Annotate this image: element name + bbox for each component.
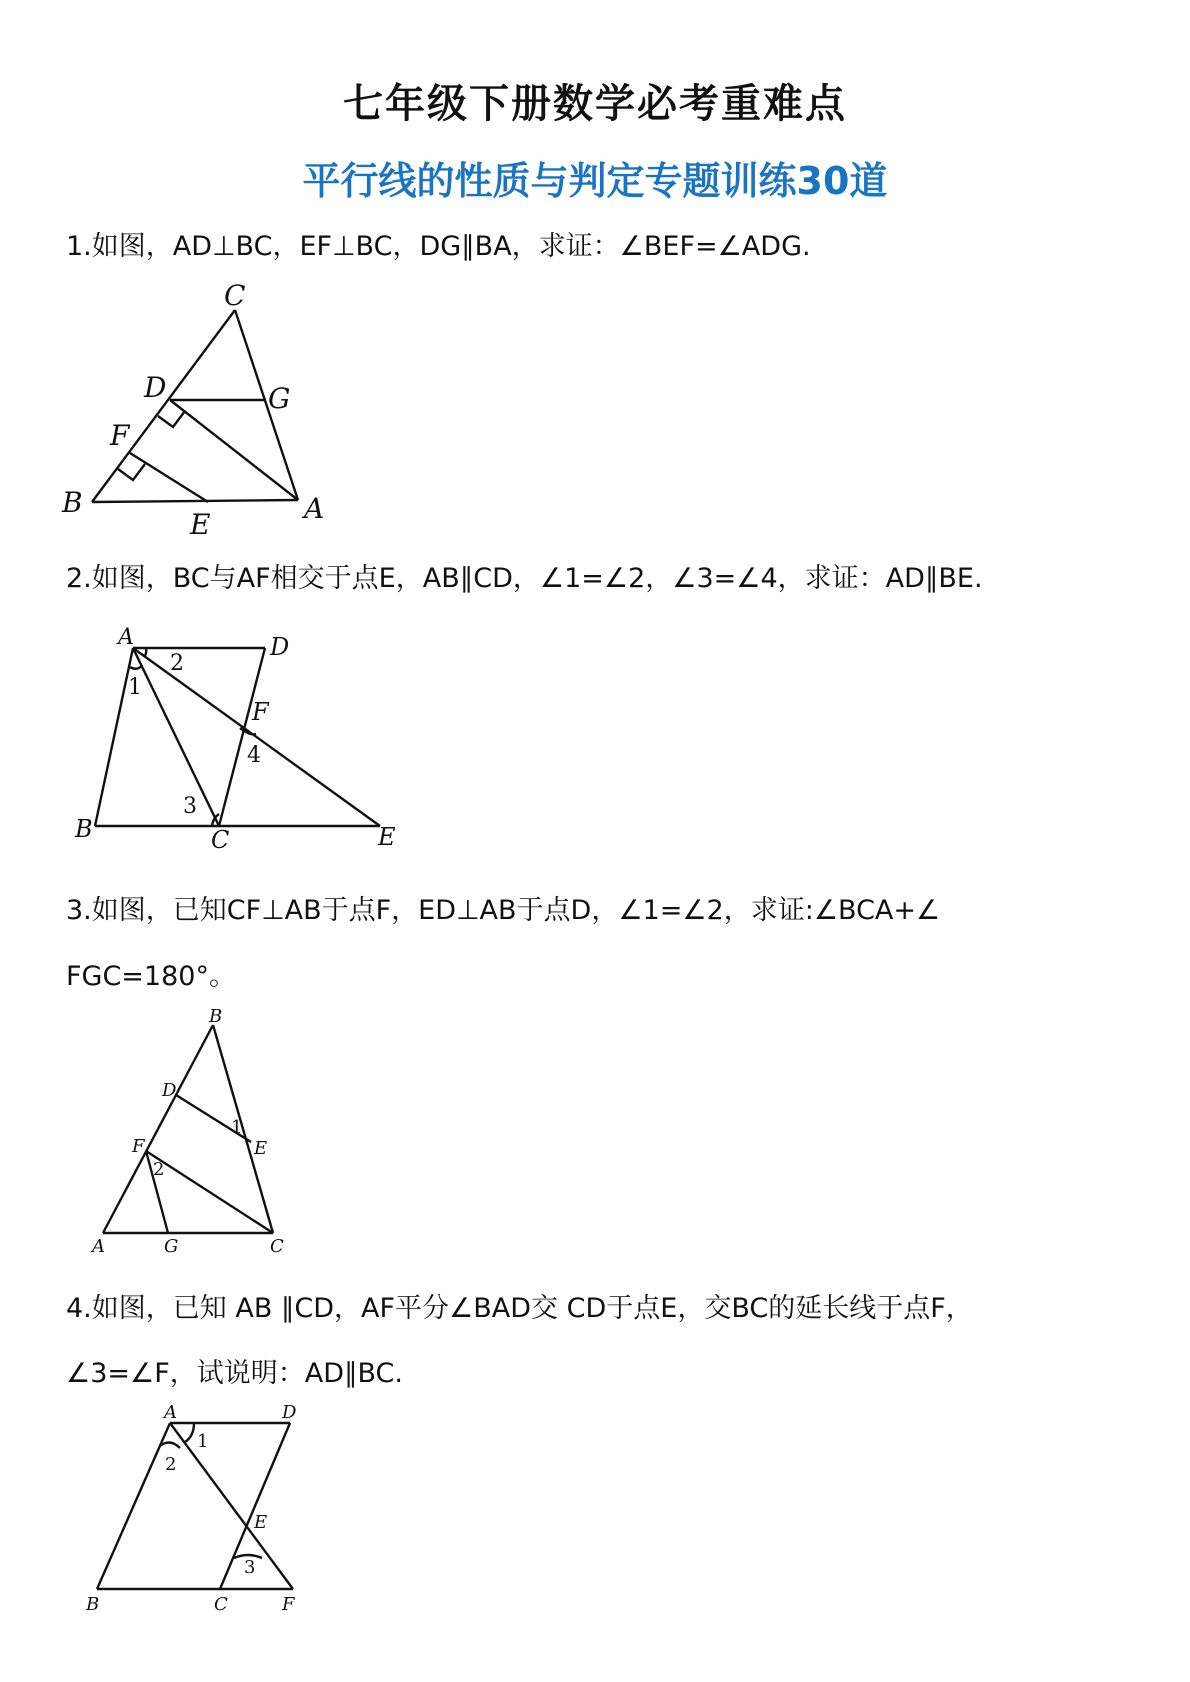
label-angle-1: 1 [197, 1431, 209, 1452]
label-a: A [304, 492, 325, 525]
label-angle-1: 1 [128, 675, 142, 700]
label-b: B [75, 815, 93, 843]
label-a: A [118, 625, 134, 650]
label-e: E [190, 508, 211, 541]
question-4-text-line2: ∠3=∠F，试说明：AD∥BC. [66, 1358, 403, 1389]
label-b: B [209, 1006, 223, 1027]
question-3-text-line2: FGC=180°。 [66, 961, 236, 992]
label-d: D [162, 1080, 177, 1101]
label-c: C [270, 1236, 284, 1257]
label-g: G [268, 382, 291, 415]
label-g: G [164, 1236, 179, 1257]
label-b: B [86, 1594, 100, 1615]
label-e: E [378, 823, 396, 851]
question-4-text-line1: 4.如图，已知 AB ∥CD，AF平分∠BAD交 CD于点E，交BC的延长线于点F， [66, 1293, 973, 1324]
label-f: F [282, 1594, 295, 1615]
angle-arc-2 [160, 1442, 180, 1448]
label-b: B [62, 486, 83, 519]
label-angle-4: 4 [247, 743, 261, 768]
angle-arc-1 [185, 1423, 194, 1442]
label-a: A [92, 1236, 105, 1257]
label-f: F [110, 419, 130, 452]
label-c: C [211, 826, 230, 854]
label-f: F [132, 1136, 145, 1157]
segment-ab [97, 1423, 170, 1589]
label-angle-1: 1 [231, 1117, 243, 1138]
question-2-text: 2.如图，BC与AF相交于点E，AB∥CD，∠1=∠2，∠3=∠4，求证：AD∥BE. [66, 563, 983, 594]
label-a: A [164, 1402, 177, 1423]
page-subtitle: 平行线的性质与判定专题训练30道 [302, 159, 888, 203]
label-angle-2: 2 [153, 1159, 165, 1180]
label-f: F [252, 698, 269, 726]
label-e: E [254, 1138, 268, 1159]
label-d: D [144, 371, 167, 404]
question-1-text: 1.如图，AD⊥BC，EF⊥BC，DG∥BA，求证：∠BEF=∠ADG. [66, 231, 811, 262]
label-angle-3: 3 [244, 1557, 256, 1578]
page-title: 七年级下册数学必考重难点 [343, 81, 847, 127]
label-d: D [282, 1402, 297, 1423]
label-angle-3: 3 [183, 794, 197, 819]
label-c: C [214, 1594, 228, 1615]
question-3-text-line1: 3.如图，已知CF⊥AB于点F，ED⊥AB于点D，∠1=∠2，求证:∠BCA+∠ [66, 895, 941, 926]
label-e: E [254, 1512, 268, 1533]
label-angle-2: 2 [170, 651, 184, 676]
label-d: D [270, 633, 290, 661]
label-angle-2: 2 [165, 1454, 177, 1475]
label-c: C [224, 279, 246, 312]
